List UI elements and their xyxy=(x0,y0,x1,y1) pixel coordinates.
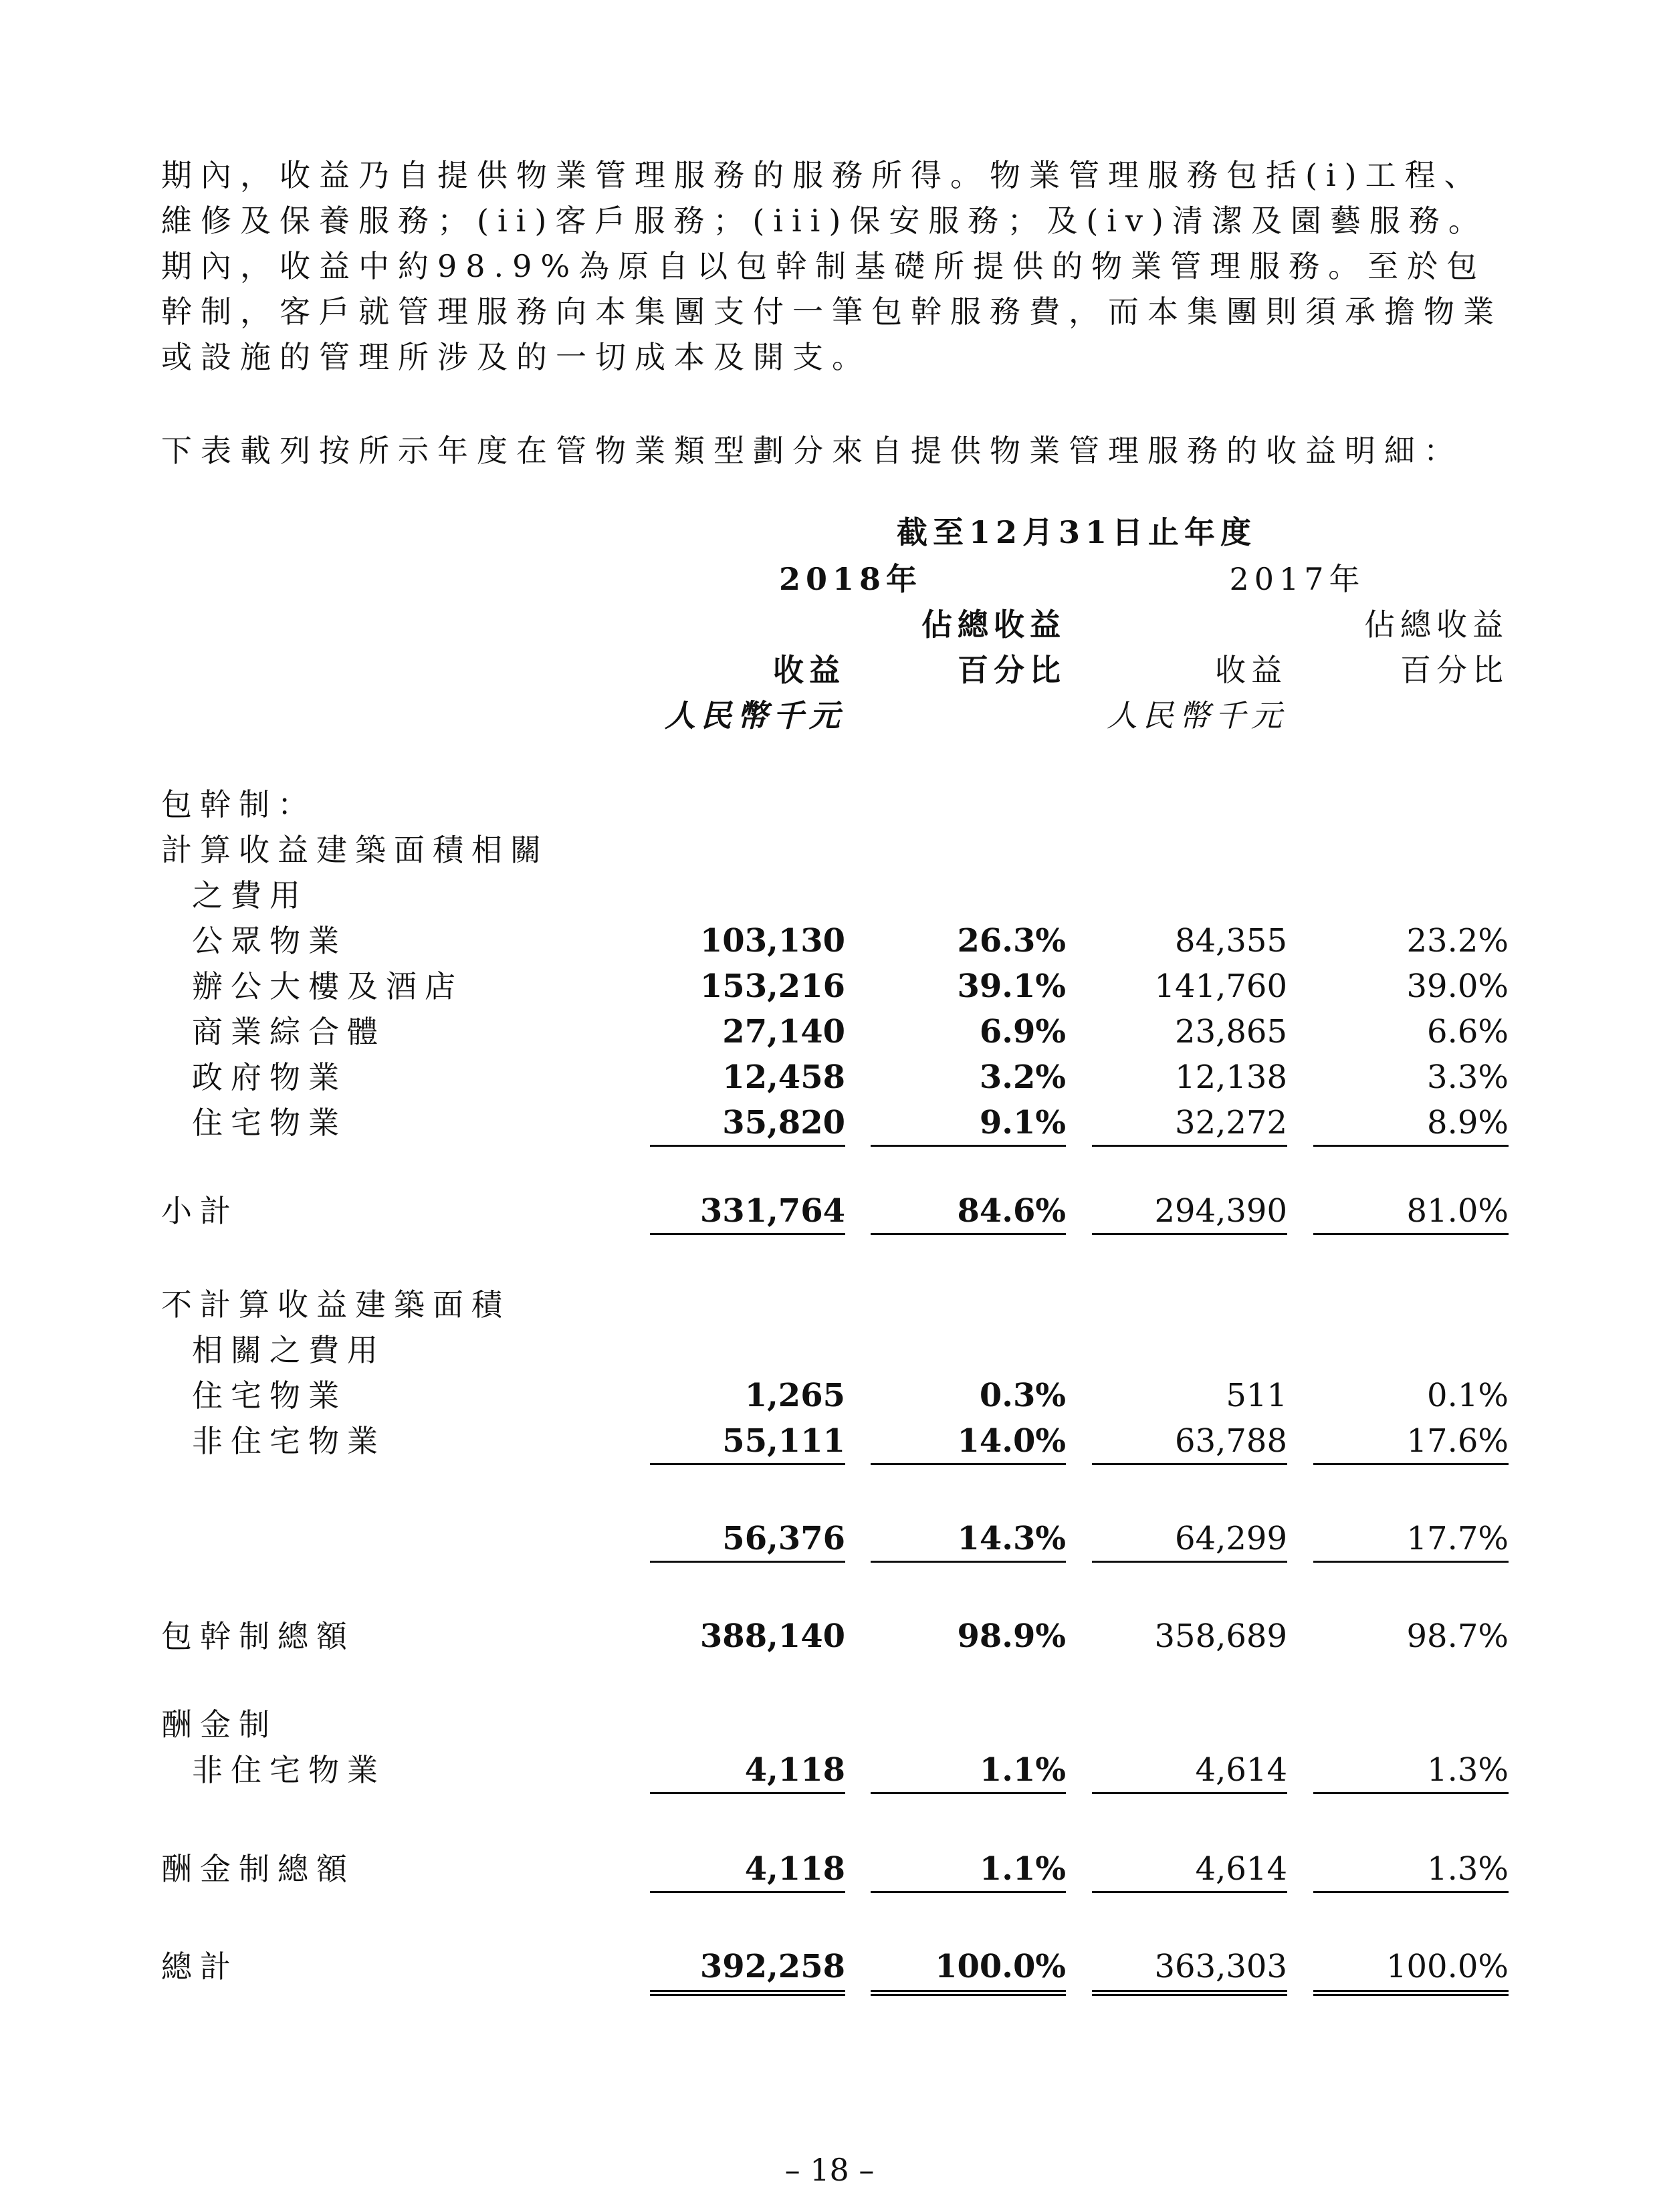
table-row xyxy=(0,1010,1659,1054)
underline xyxy=(1313,1561,1509,1563)
pct-2017: 23.2% xyxy=(1406,922,1509,960)
pct-2018: 14.3% xyxy=(957,1520,1066,1557)
double-underline xyxy=(871,1990,1066,1996)
double-underline xyxy=(1313,1990,1509,1996)
table-row xyxy=(0,1748,1659,1792)
underline xyxy=(1092,1233,1287,1235)
gfa-related-label-cont: 之費用 xyxy=(192,877,308,913)
commission-label: 酬金制 xyxy=(161,1706,278,1743)
revenue-2018: 103,130 xyxy=(699,922,845,960)
commission-total-row xyxy=(0,1847,1659,1891)
revenue-2017: 4,614 xyxy=(1195,1850,1287,1888)
table-row xyxy=(0,1101,1659,1145)
section-label-row xyxy=(0,782,1659,826)
year-2017-header: 2017年 xyxy=(1229,561,1365,597)
row-label: 小計 xyxy=(161,1193,239,1229)
table-intro-paragraph: 下表載列按所示年度在管物業類型劃分來自提供物業管理服務的收益明細： xyxy=(161,433,1463,469)
pct-2018: 0.3% xyxy=(979,1377,1066,1414)
pct-header-2017-line2: 百分比 xyxy=(1400,652,1509,688)
page-number: – 18 – xyxy=(784,2152,875,2188)
revenue-2017: 64,299 xyxy=(1175,1520,1287,1557)
row-label: 非住宅物業 xyxy=(192,1423,386,1459)
revenue-2018: 4,118 xyxy=(744,1850,845,1888)
section-label-row xyxy=(0,828,1659,872)
pct-2017: 17.6% xyxy=(1406,1422,1509,1460)
lump-sum-total-row xyxy=(0,1614,1659,1658)
underline xyxy=(1092,1792,1287,1794)
intro-paragraph: 期內，收益乃自提供物業管理服務的服務所得。物業管理服務包括(i)工程、維修及保養服務；(ii)客戶服務；(iii)保安服務；及(iv)清潔及園藝服務。期內，收益中約98.9%為原自以包幹制基礎所提供的物業管理服務。至於包幹制，客戶就管理服務向本集團支付一筆包幹服務費，而本集團則須承擔物業或設施的管理所涉及的一切成本及開支。 xyxy=(161,157,1503,375)
section-label-row xyxy=(0,873,1659,917)
unit-header-2018: 人民幣千元 xyxy=(665,697,845,734)
table-row xyxy=(0,919,1659,963)
revenue-2018: 153,216 xyxy=(699,968,845,1005)
double-underline xyxy=(650,1990,845,1996)
underline xyxy=(871,1145,1066,1147)
underline xyxy=(650,1891,845,1893)
revenue-2018: 1,265 xyxy=(744,1377,845,1414)
non-gfa-total-row xyxy=(0,1517,1659,1561)
pct-2017: 8.9% xyxy=(1427,1104,1509,1141)
underline xyxy=(871,1463,1066,1465)
revenue-2018: 388,140 xyxy=(699,1618,845,1655)
revenue-2017: 63,788 xyxy=(1175,1422,1287,1460)
row-label: 酬金制總額 xyxy=(161,1851,355,1887)
gfa-related-label: 計算收益建築面積相關 xyxy=(161,832,549,868)
lump-sum-label: 包幹制： xyxy=(161,786,316,822)
revenue-2017: 12,138 xyxy=(1175,1059,1287,1096)
table-row xyxy=(0,1373,1659,1418)
pct-2018: 14.0% xyxy=(957,1422,1066,1460)
underline xyxy=(650,1561,845,1563)
pct-2018: 39.1% xyxy=(957,968,1066,1005)
pct-header-2018-line2: 百分比 xyxy=(958,652,1066,688)
pct-2018: 6.9% xyxy=(979,1013,1066,1050)
underline xyxy=(650,1792,845,1794)
underline xyxy=(1313,1145,1509,1147)
pct-2017: 1.3% xyxy=(1427,1751,1509,1789)
revenue-2017: 294,390 xyxy=(1154,1192,1287,1230)
pct-2018: 26.3% xyxy=(957,922,1066,960)
pct-2017: 81.0% xyxy=(1406,1192,1509,1230)
subtotal-row xyxy=(0,1189,1659,1233)
pct-2017: 17.7% xyxy=(1406,1520,1509,1557)
revenue-2018: 392,258 xyxy=(699,1948,845,1985)
section-label-row xyxy=(0,1328,1659,1372)
underline xyxy=(1313,1891,1509,1893)
table-row xyxy=(0,964,1659,1008)
revenue-header-2018: 收益 xyxy=(773,652,845,688)
revenue-2018: 55,111 xyxy=(722,1422,845,1460)
row-label: 商業綜合體 xyxy=(192,1014,386,1050)
underline xyxy=(1313,1463,1509,1465)
revenue-2017: 511 xyxy=(1226,1377,1287,1414)
revenue-2017: 363,303 xyxy=(1154,1948,1287,1985)
period-header: 截至12月31日止年度 xyxy=(896,514,1257,550)
revenue-2018: 4,118 xyxy=(744,1751,845,1789)
pct-2018: 84.6% xyxy=(957,1192,1066,1230)
revenue-2017: 141,760 xyxy=(1154,968,1287,1005)
pct-header-2018-line1: 佔總收益 xyxy=(921,606,1066,643)
revenue-2018: 56,376 xyxy=(722,1520,845,1557)
revenue-2017: 32,272 xyxy=(1175,1104,1287,1141)
revenue-2017: 358,689 xyxy=(1154,1618,1287,1655)
section-label-row xyxy=(0,1702,1659,1747)
revenue-2018: 35,820 xyxy=(722,1104,845,1141)
pct-2018: 1.1% xyxy=(979,1850,1066,1888)
underline xyxy=(1092,1145,1287,1147)
row-label: 公眾物業 xyxy=(192,923,347,959)
underline xyxy=(871,1561,1066,1563)
revenue-2017: 23,865 xyxy=(1175,1013,1287,1050)
underline xyxy=(871,1792,1066,1794)
row-label: 包幹制總額 xyxy=(161,1618,355,1654)
revenue-2018: 331,764 xyxy=(699,1192,845,1230)
underline xyxy=(650,1463,845,1465)
underline xyxy=(1092,1561,1287,1563)
table-row xyxy=(0,1419,1659,1463)
underline xyxy=(1092,1891,1287,1893)
underline xyxy=(650,1233,845,1235)
pct-2017: 0.1% xyxy=(1427,1377,1509,1414)
pct-2018: 100.0% xyxy=(935,1948,1066,1985)
double-underline xyxy=(1092,1990,1287,1996)
row-label: 政府物業 xyxy=(192,1059,347,1095)
underline xyxy=(1313,1792,1509,1794)
unit-header-2017: 人民幣千元 xyxy=(1107,697,1287,734)
revenue-2018: 27,140 xyxy=(722,1013,845,1050)
pct-2017: 6.6% xyxy=(1427,1013,1509,1050)
underline xyxy=(1092,1463,1287,1465)
revenue-2017: 4,614 xyxy=(1195,1751,1287,1789)
pct-2017: 39.0% xyxy=(1406,968,1509,1005)
section-label-row xyxy=(0,1283,1659,1327)
revenue-2018: 12,458 xyxy=(722,1059,845,1096)
pct-2018: 1.1% xyxy=(979,1751,1066,1789)
grand-total-row xyxy=(0,1945,1659,1989)
row-label: 總計 xyxy=(161,1949,239,1985)
underline xyxy=(650,1145,845,1147)
pct-2018: 98.9% xyxy=(957,1618,1066,1655)
pct-2018: 3.2% xyxy=(979,1059,1066,1096)
table-row xyxy=(0,1055,1659,1099)
non-gfa-label: 不計算收益建築面積 xyxy=(161,1287,510,1323)
pct-header-2017-line1: 佔總收益 xyxy=(1364,606,1509,643)
revenue-2017: 84,355 xyxy=(1175,922,1287,960)
pct-2017: 1.3% xyxy=(1427,1850,1509,1888)
pct-2017: 3.3% xyxy=(1427,1059,1509,1096)
row-label: 住宅物業 xyxy=(192,1377,347,1414)
revenue-header-2017: 收益 xyxy=(1215,652,1287,688)
underline xyxy=(871,1891,1066,1893)
pct-2017: 100.0% xyxy=(1386,1948,1509,1985)
underline xyxy=(1313,1233,1509,1235)
row-label: 辦公大樓及酒店 xyxy=(192,968,463,1004)
underline xyxy=(871,1233,1066,1235)
non-gfa-label-cont: 相關之費用 xyxy=(192,1332,386,1368)
row-label: 非住宅物業 xyxy=(192,1752,386,1788)
year-2018-header: 2018年 xyxy=(778,561,923,597)
pct-2017: 98.7% xyxy=(1406,1618,1509,1655)
pct-2018: 9.1% xyxy=(979,1104,1066,1141)
row-label: 住宅物業 xyxy=(192,1105,347,1141)
